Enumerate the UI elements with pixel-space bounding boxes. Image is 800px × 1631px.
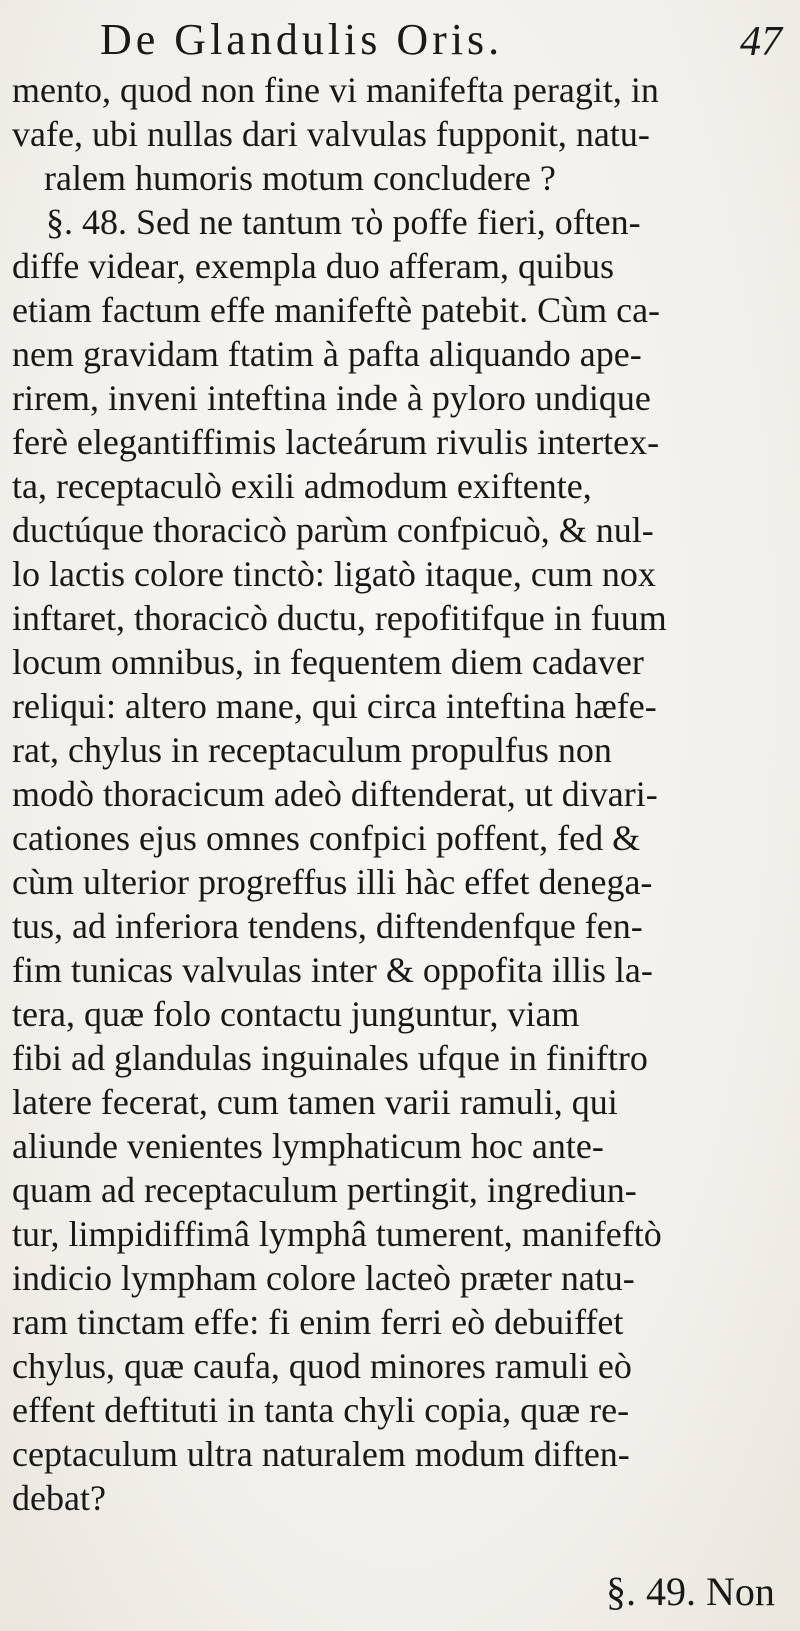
- text-line: diffe videar, exempla duo afferam, quibus: [12, 246, 615, 286]
- text-line: lo lactis colore tinctò: ligatò itaque, cum nox: [12, 554, 656, 594]
- text-line: ductúque thoracicò parùm confpicuò, & nul-: [12, 510, 654, 550]
- text-line: latere fecerat, cum tamen varii ramuli, qui: [12, 1082, 618, 1122]
- text-line: mento, quod non fine vi manifefta peragit, in: [12, 70, 659, 110]
- catchword: §. 49. Non: [606, 1569, 775, 1614]
- text-line: chylus, quæ caufa, quod minores ramuli eò: [12, 1346, 632, 1386]
- text-line: cùm ulterior progreffus illi hàc effet denega-: [12, 862, 653, 902]
- text-line: effent deftituti in tanta chyli copia, quæ re-: [12, 1390, 630, 1430]
- section-48-start: §. 48. Sed ne tantum τὸ poffe fieri, often-: [46, 202, 641, 242]
- text-line: rat, chylus in receptaculum propulfus non: [12, 730, 612, 770]
- text-line: fibi ad glandulas inguinales ufque in finiftro: [12, 1038, 648, 1078]
- text-line: inftaret, thoracicò ductu, repofitifque in fuum: [12, 598, 667, 638]
- text-line: ferè elegantiffimis lacteárum rivulis intertex-: [12, 422, 660, 462]
- text-line: ta, receptaculò exili admodum exiftente,: [12, 466, 592, 506]
- text-line: ram tinctam effe: fi enim ferri eò debuiffet: [12, 1302, 624, 1342]
- running-title: De Glandulis Oris.: [100, 15, 504, 64]
- text-line: indicio lympham colore lacteò præter natu-: [12, 1258, 635, 1298]
- page-header: [0, 10, 800, 70]
- text-line: locum omnibus, in fequentem diem cadaver: [12, 642, 644, 682]
- text-line: fim tunicas valvulas inter & oppofita illis la-: [12, 950, 653, 990]
- text-line: modò thoracicum adeò diftenderat, ut divari-: [12, 774, 658, 814]
- text-line: tus, ad inferiora tendens, diftendenfque fen-: [12, 906, 643, 946]
- text-line: aliunde venientes lymphaticum hoc ante-: [12, 1126, 604, 1166]
- text-line: reliqui: altero mane, qui circa inteftina hæfe-: [12, 686, 657, 726]
- catchword-line: [0, 1568, 800, 1618]
- text-line: tur, limpidiffimâ lymphâ tumerent, manifeftò: [12, 1214, 662, 1254]
- text-line: etiam factum effe manifeftè patebit. Cùm ca-: [12, 290, 661, 330]
- body-text: [12, 68, 790, 1520]
- text-line: tera, quæ folo contactu junguntur, viam: [12, 994, 580, 1034]
- page-number: 47: [740, 19, 782, 65]
- text-line: cationes ejus omnes confpici poffent, fed &: [12, 818, 641, 858]
- text-line: ceptaculum ultra naturalem modum diften-: [12, 1434, 630, 1474]
- text-line: vafe, ubi nullas dari valvulas fupponit, natu-: [12, 114, 650, 154]
- text-line: rirem, inveni inteftina inde à pyloro undique: [12, 378, 651, 418]
- text-line: quam ad receptaculum pertingit, ingrediun-: [12, 1170, 637, 1210]
- text-line: nem gravidam ftatim à pafta aliquando ape-: [12, 334, 642, 374]
- text-line: ralem humoris motum concludere ?: [44, 158, 556, 198]
- text-line: debat?: [12, 1478, 106, 1518]
